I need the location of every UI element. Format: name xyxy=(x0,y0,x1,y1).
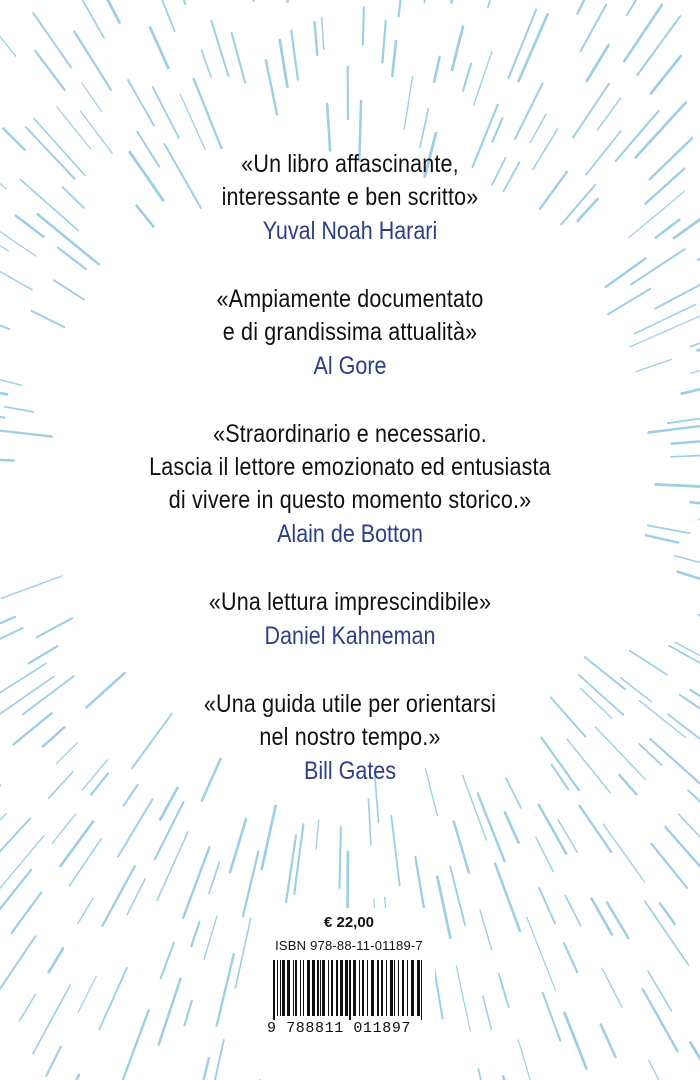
ray-dash xyxy=(33,13,71,67)
ray-dash xyxy=(12,892,42,932)
ray-dash xyxy=(35,51,64,90)
ray-dash xyxy=(172,0,186,4)
ray-dash xyxy=(474,52,492,105)
ray-dash xyxy=(235,918,250,988)
ray-dash xyxy=(434,57,439,82)
ray-dash xyxy=(543,993,561,1041)
quote-author: Bill Gates xyxy=(303,757,396,785)
ray-dash xyxy=(159,979,181,1045)
ray-dash xyxy=(78,976,96,1012)
quote-line: «Straordinario e necessario. xyxy=(213,420,487,448)
barcode-bar xyxy=(398,960,399,1016)
quote-line: «Una lettura imprescindibile» xyxy=(208,588,492,616)
quote-line: «Ampiamente documentato xyxy=(216,285,484,313)
barcode-digits: 9 788811 011897 xyxy=(267,1020,431,1037)
quote-harari xyxy=(0,148,700,249)
barcode-bar xyxy=(381,960,383,1016)
ray-dash xyxy=(291,31,298,80)
ray-dash xyxy=(601,1025,616,1058)
barcode-bar xyxy=(328,960,329,1016)
barcode-bar xyxy=(411,960,414,1016)
ray-dash xyxy=(57,107,91,149)
ray-dash xyxy=(565,896,581,927)
ray-dash xyxy=(202,50,212,77)
ray-dash xyxy=(509,10,537,78)
ray-dash xyxy=(280,40,288,87)
ray-dash xyxy=(153,0,175,31)
ray-dash xyxy=(153,87,179,138)
ray-dash xyxy=(536,837,553,871)
barcode-bar xyxy=(277,960,278,1016)
ray-dash xyxy=(587,45,609,81)
ray-dash xyxy=(565,1013,587,1069)
quote-gore xyxy=(0,283,700,384)
ray-dash xyxy=(452,27,463,70)
ray-dash xyxy=(230,819,246,872)
barcode-bar xyxy=(359,960,360,1016)
ray-dash xyxy=(564,943,577,972)
ray-dash xyxy=(241,0,254,1)
ray-dash xyxy=(581,5,607,52)
ray-dash xyxy=(180,94,205,149)
quote-author: Alain de Botton xyxy=(277,520,423,548)
barcode-bar xyxy=(300,960,301,1016)
ray-dash xyxy=(315,22,318,55)
barcode-bar xyxy=(367,960,368,1016)
ray-dash xyxy=(437,877,450,938)
ray-dash xyxy=(530,114,546,143)
barcode-bar xyxy=(377,960,379,1016)
ray-dash xyxy=(463,64,471,91)
ray-dash xyxy=(78,899,93,924)
ray-dash xyxy=(597,98,620,130)
barcode-bar xyxy=(340,960,343,1016)
ray-dash xyxy=(194,79,222,148)
barcode-bar xyxy=(287,960,290,1016)
ray-dash xyxy=(161,943,174,979)
ray-dash xyxy=(74,32,111,90)
ray-dash xyxy=(495,864,520,931)
ray-dash xyxy=(204,916,217,959)
ray-dash xyxy=(451,0,462,3)
ray-dash xyxy=(399,0,406,16)
barcode-icon xyxy=(271,960,427,1022)
ray-dash xyxy=(480,910,492,950)
ray-dash xyxy=(577,0,599,14)
ray-dash xyxy=(316,820,319,849)
ray-dash xyxy=(392,41,396,76)
ray-dash xyxy=(643,989,678,1051)
quote-line: «Una guida utile per orientarsi xyxy=(203,690,497,718)
ray-dash xyxy=(128,80,154,126)
ray-dash xyxy=(515,83,543,139)
price-label: € 22,00 xyxy=(323,914,375,931)
ray-dash xyxy=(424,0,430,2)
barcode-bar xyxy=(394,960,395,1016)
ray-dash xyxy=(101,0,119,22)
ray-dash xyxy=(456,966,470,1031)
ray-dash xyxy=(211,21,228,76)
barcode-bar xyxy=(390,960,393,1016)
ray-dash xyxy=(651,56,681,93)
quote-gates xyxy=(0,688,700,789)
ray-dash xyxy=(660,903,675,924)
barcode-bar xyxy=(349,960,351,1022)
ray-dash xyxy=(382,21,385,63)
ray-dash xyxy=(157,832,188,900)
ray-dash xyxy=(339,827,341,888)
ray-dash xyxy=(127,879,145,915)
ray-dash xyxy=(217,954,234,1025)
quote-author: Al Gore xyxy=(313,352,387,380)
quote-line: nel nostro tempo.» xyxy=(259,723,441,751)
ray-dash xyxy=(185,1001,192,1026)
ray-dash xyxy=(150,28,168,68)
quote-de-botton xyxy=(0,418,700,552)
ray-dash xyxy=(518,1040,534,1080)
ray-dash xyxy=(649,1060,665,1080)
barcode-bar xyxy=(293,960,294,1016)
ray-dash xyxy=(488,0,508,7)
price-barcode-box xyxy=(263,908,435,1080)
ray-dash xyxy=(20,994,36,1021)
ray-dash xyxy=(420,109,428,147)
ray-dash xyxy=(573,84,609,138)
ray-dash xyxy=(282,0,287,2)
barcode-bar xyxy=(322,960,325,1016)
ray-dash xyxy=(690,1043,700,1080)
ray-dash xyxy=(49,948,63,972)
barcode-bar xyxy=(312,960,315,1016)
ray-dash xyxy=(404,76,412,129)
barcode-bar xyxy=(273,960,275,1022)
ray-dash xyxy=(603,824,645,882)
ray-dash xyxy=(327,104,330,151)
quote-line: «Un libro affascinante, xyxy=(241,150,459,178)
ray-dash xyxy=(363,7,364,44)
ray-dash xyxy=(454,822,469,873)
ray-dash xyxy=(33,985,70,1054)
ray-dash xyxy=(624,5,662,61)
barcode-bar xyxy=(320,960,321,1016)
ray-dash xyxy=(65,0,105,38)
barcode-bar xyxy=(303,960,304,1016)
ray-dash xyxy=(82,83,102,112)
barcode-bar xyxy=(421,960,422,1022)
ray-dash xyxy=(0,936,35,999)
ray-dash xyxy=(243,852,259,917)
ray-dash xyxy=(499,974,509,1007)
ray-dash xyxy=(322,17,324,49)
barcode-bar xyxy=(402,960,404,1016)
ray-dash xyxy=(61,1075,79,1080)
barcode-bar xyxy=(417,960,420,1016)
barcode-bar xyxy=(295,960,297,1016)
quote-line: interessante e ben scritto» xyxy=(221,183,479,211)
barcode-bar xyxy=(331,960,333,1016)
ray-dash xyxy=(602,968,622,1007)
ray-dash xyxy=(492,118,502,141)
ray-dash xyxy=(391,816,399,886)
barcode-bar xyxy=(371,960,374,1016)
barcode-bar xyxy=(282,960,285,1016)
ray-dash xyxy=(0,28,16,56)
quote-line: e di grandissima attualità» xyxy=(222,318,478,346)
ray-dash xyxy=(103,866,135,925)
ray-dash xyxy=(483,996,491,1029)
ray-dash xyxy=(539,888,555,923)
isbn-label: ISBN 978-88-11-01189-7 xyxy=(275,938,423,953)
ray-dash xyxy=(81,111,113,153)
barcode-bar xyxy=(353,960,356,1016)
quote-line: Lascia il lettore emozionato ed entusiasta xyxy=(149,453,551,481)
quote-author: Yuval Noah Harari xyxy=(262,217,438,245)
barcode-bar xyxy=(362,960,364,1016)
quote-kahneman xyxy=(0,586,700,654)
ray-dash xyxy=(527,917,556,990)
ray-dash xyxy=(450,867,465,925)
ray-dash xyxy=(478,1069,490,1080)
ray-dash xyxy=(183,847,209,917)
barcode-bar xyxy=(407,960,408,1016)
ray-dash xyxy=(193,1058,209,1080)
ray-dash xyxy=(100,968,127,1029)
quote-author: Daniel Kahneman xyxy=(264,622,436,650)
quotes-section xyxy=(0,148,700,823)
quote-line: di vivere in questo momento storico.» xyxy=(168,486,532,514)
barcode-bar xyxy=(317,960,319,1016)
ray-dash xyxy=(627,0,653,15)
barcode-bar xyxy=(336,960,338,1016)
ray-dash xyxy=(191,922,199,946)
ray-dash xyxy=(0,870,31,932)
ray-dash xyxy=(123,1010,149,1079)
ray-dash xyxy=(46,1047,61,1077)
ray-dash xyxy=(558,820,577,852)
ray-dash xyxy=(0,818,30,872)
ray-dash xyxy=(232,33,245,82)
barcode-bar xyxy=(345,960,348,1016)
barcode-bar xyxy=(386,960,387,1016)
ray-dash xyxy=(3,129,25,150)
barcode-bar xyxy=(307,960,310,1016)
ray-dash xyxy=(652,844,688,888)
ray-dash xyxy=(519,14,548,81)
ray-dash xyxy=(503,1076,515,1080)
ray-dash xyxy=(266,60,277,114)
ray-dash xyxy=(209,862,220,894)
barcode-bar xyxy=(280,960,281,1016)
